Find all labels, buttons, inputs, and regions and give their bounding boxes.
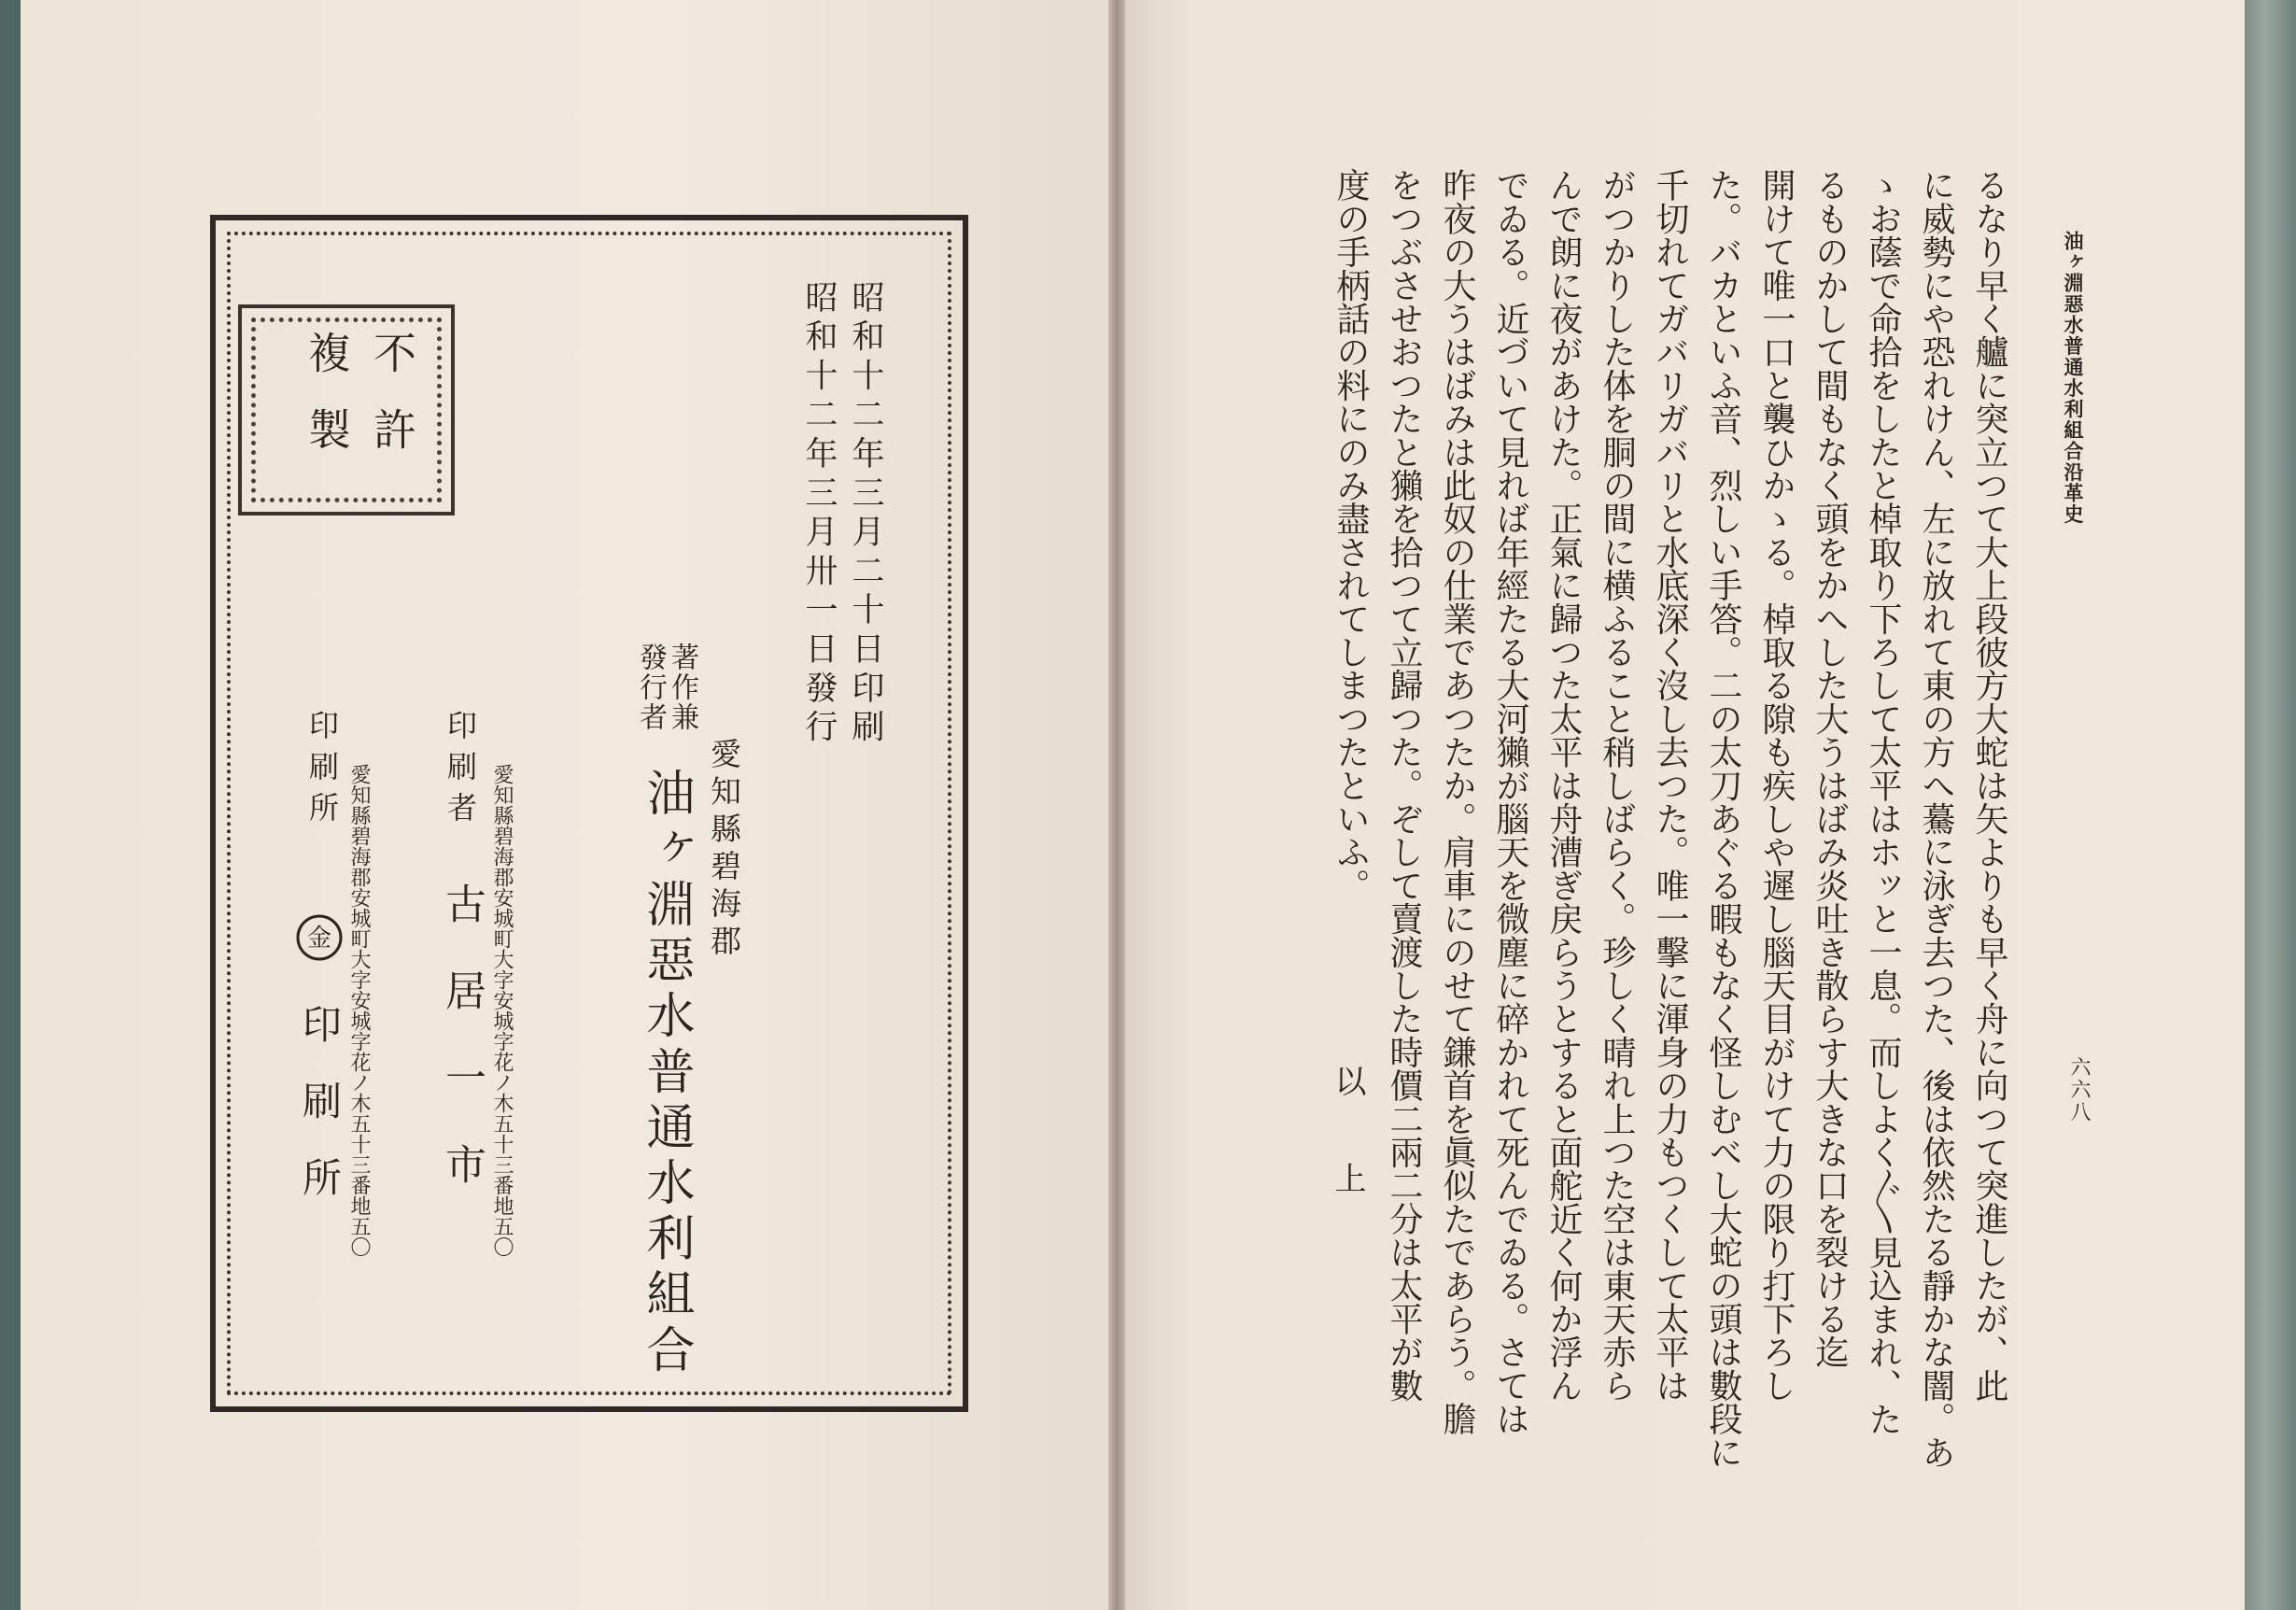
body-line: でゐる。近づいて見れば年經たる大河獺が腦天を微塵に碎かれて死んでゐる。さては bbox=[1491, 168, 1529, 1435]
body-line: をつぶさせおつたと獺を拾つて立歸つた。ぞして賣渡した時價二兩二分は太平が數 bbox=[1385, 168, 1423, 1402]
publisher-name: 油ヶ淵惡水普通水利組合 bbox=[638, 768, 694, 1380]
body-line: た。バカといふ音、烈しい手答。二の太刀あぐる暇もなく怪しむべし大蛇の頭は數段に bbox=[1704, 168, 1742, 1469]
left-page-colophon bbox=[21, 0, 1108, 1610]
seal-text-line1: 不許 bbox=[367, 331, 417, 484]
body-line: がつかりした体を胴の間に横ふること稍しばらく。珍しく晴れ上つた空は東天赤ら bbox=[1598, 168, 1636, 1402]
book-gutter bbox=[1108, 0, 1125, 1610]
publisher-role-line2: 發行者 bbox=[634, 643, 667, 732]
issue-date: 昭和十二年三月卅一日發行 bbox=[800, 280, 838, 749]
body-line: んで朗に夜があけた。正氣に歸つた太平は舟漕ぎ戻らうとすると面舵近く何か浮ん bbox=[1544, 168, 1583, 1402]
press-name: 印刷所 bbox=[297, 1004, 343, 1234]
press-address: 愛知縣碧海郡安城町大字安城字花ノ木五十三番地五〇 bbox=[347, 764, 371, 1257]
printer-name: 古居一市 bbox=[438, 883, 486, 1230]
svg-text:金: 金 bbox=[306, 925, 332, 953]
right-page-text bbox=[1125, 0, 2245, 1610]
book-cover-edge-left bbox=[0, 0, 21, 1610]
body-line: 度の手柄話の料にのみ盡されてしまつたといふ。 bbox=[1331, 168, 1370, 902]
body-line: 昨夜の大うはばみは此奴の仕業であつたか。肩車にのせて鎌首を眞似たであらう。膽 bbox=[1438, 168, 1476, 1435]
body-line: るなり早く艫に突立つて大上段彼方大蛇は矢よりも早く舟に向つて突進したが、此 bbox=[1970, 168, 2008, 1402]
publisher-region: 愛知縣碧海郡 bbox=[706, 738, 742, 962]
printer-address: 愛知縣碧海郡安城町大字安城字花ノ木五十三番地五〇 bbox=[490, 764, 514, 1257]
seal-text-line2: 複製 bbox=[302, 331, 352, 484]
running-header: 油ヶ淵惡水普通水利組合沿革史 bbox=[2062, 231, 2085, 525]
print-date: 昭和十二年三月二十日印刷 bbox=[847, 280, 884, 749]
publisher-role-line1: 著作兼 bbox=[666, 643, 698, 732]
closing-mark: 以上 bbox=[1329, 1065, 1366, 1259]
body-line: 開けて唯一口と襲ひかゝる。棹取る隙も疾しや遲し腦天目がけて力の限り打下ろし bbox=[1757, 168, 1796, 1402]
body-line: るものかして間もなく頭をかへした大うはばみ炎吐き散らす大きな口を裂ける迄 bbox=[1810, 168, 1849, 1369]
press-trademark-logo bbox=[295, 913, 344, 962]
book-cover-edge-right bbox=[2245, 0, 2296, 1610]
printer-role: 印刷者 bbox=[443, 710, 478, 833]
reproduction-prohibited-seal bbox=[238, 304, 455, 515]
press-role: 印刷所 bbox=[304, 710, 340, 833]
body-line: ゝお蔭で命拾をしたと棹取り下ろして太平はホッと一息。而しよく〲見込まれ、た bbox=[1864, 168, 1902, 1435]
body-line: に威勢にや恐れけん、左に放れて東の方へ驀に泳ぎ去つた、後は依然たる靜かな闇。あ bbox=[1917, 168, 1955, 1469]
page-number: 六六八 bbox=[2067, 1056, 2091, 1123]
body-line: 千切れてガバリガバリと水底深く沒し去つた。唯一擊に渾身の力もつくして太平は bbox=[1651, 168, 1689, 1402]
